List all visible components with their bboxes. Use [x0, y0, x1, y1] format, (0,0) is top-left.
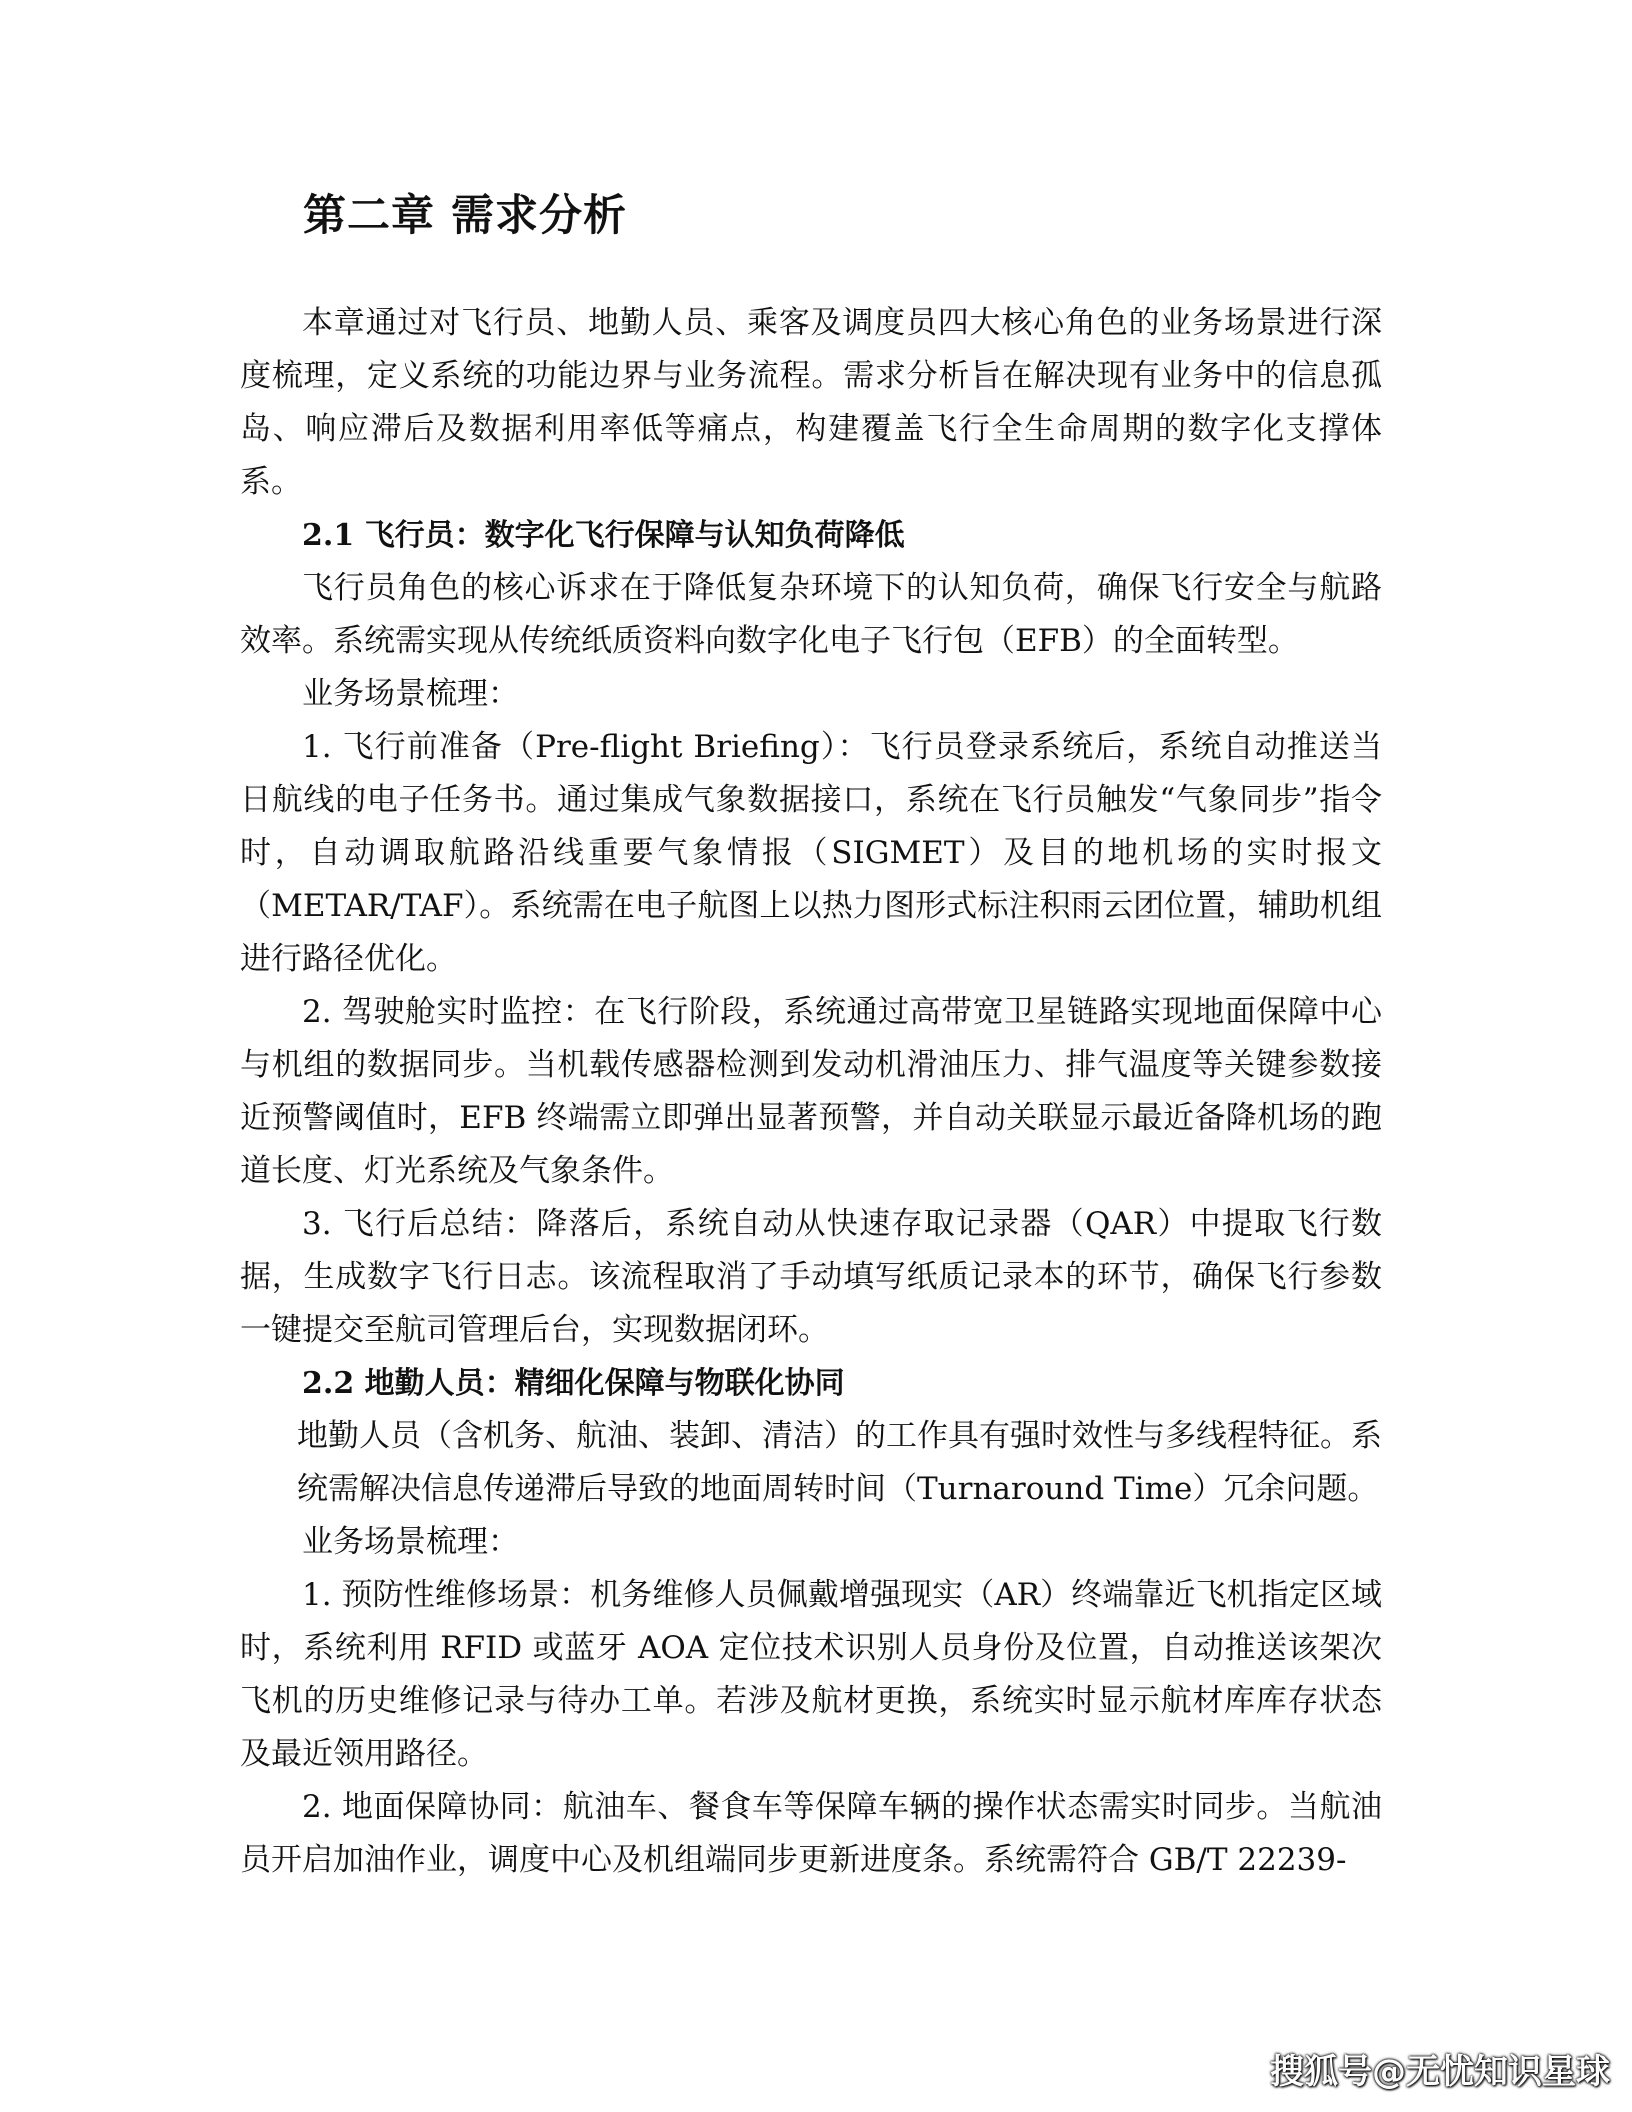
intro-paragraph: 本章通过对飞行员、地勤人员、乘客及调度员四大核心角色的业务场景进行深度梳理，定义系统的功能边界与业务流程。需求分析旨在解决现有业务中的信息孤岛、响应滞后及数据利用率低等痛点，构建覆盖飞行全生命周期的数字化支撑体系。	[240, 305, 1382, 500]
section-summary-pilot: 飞行员角色的核心诉求在于降低复杂环境下的认知负荷，确保飞行安全与航路效率。系统需实现从传统纸质资料向数字化电子飞行包（EFB）的全面转型。	[240, 570, 1382, 659]
section-summary-ground-crew: 地勤人员（含机务、航油、装卸、清洁）的工作具有强时效性与多线程特征。系统需解决信息传递滞后导致的地面周转时间（Turnaround Time）冗余问题。	[297, 1418, 1382, 1507]
section-heading-pilot: 2.1 飞行员：数字化飞行保障与认知负荷降低	[302, 518, 905, 553]
list-item: 2. 地面保障协同：航油车、餐食车等保障车辆的操作状态需实时同步。当航油员开启加油作业，调度中心及机组端同步更新进度条。系统需符合 GB/T 22239-	[240, 1789, 1382, 1878]
list-item: 1. 飞行前准备（Pre-flight Briefing）：飞行员登录系统后，系统自动推送当日航线的电子任务书。通过集成气象数据接口，系统在飞行员触发“气象同步”指令时，自动调取航路沿线重要气象情报（SIGMET）及目的地机场的实时报文（METAR/TAF）。系统需在电子航图上以热力图形式标注积雨云团位置，辅助机组进行路径优化。	[240, 729, 1382, 977]
chapter-body	[240, 297, 1382, 1887]
chapter-title: 第二章 需求分析	[303, 191, 627, 241]
source-watermark: 搜狐号@无忧知识星球	[1270, 2052, 1610, 2092]
list-item: 1. 预防性维修场景：机务维修人员佩戴增强现实（AR）终端靠近飞机指定区域时，系统利用 RFID 或蓝牙 AOA 定位技术识别人员身份及位置，自动推送该架次飞机的历史维修记录与待办工单。若涉及航材更换，系统实时显示航材库库存状态及最近领用路径。	[240, 1577, 1382, 1772]
list-item: 3. 飞行后总结：降落后，系统自动从快速存取记录器（QAR）中提取飞行数据，生成数字飞行日志。该流程取消了手动填写纸质记录本的环节，确保飞行参数一键提交至航司管理后台，实现数据闭环。	[240, 1206, 1382, 1348]
list-item: 2. 驾驶舱实时监控：在飞行阶段，系统通过高带宽卫星链路实现地面保障中心与机组的数据同步。当机载传感器检测到发动机滑油压力、排气温度等关键参数接近预警阈值时，EFB 终端需立即弹出显著预警，并自动关联显示最近备降机场的跑道长度、灯光系统及气象条件。	[240, 994, 1382, 1189]
scenario-label-pilot: 业务场景梳理：	[302, 676, 519, 712]
scenario-label-ground-crew: 业务场景梳理：	[302, 1524, 519, 1560]
section-heading-ground-crew: 2.2 地勤人员：精细化保障与物联化协同	[302, 1366, 845, 1401]
